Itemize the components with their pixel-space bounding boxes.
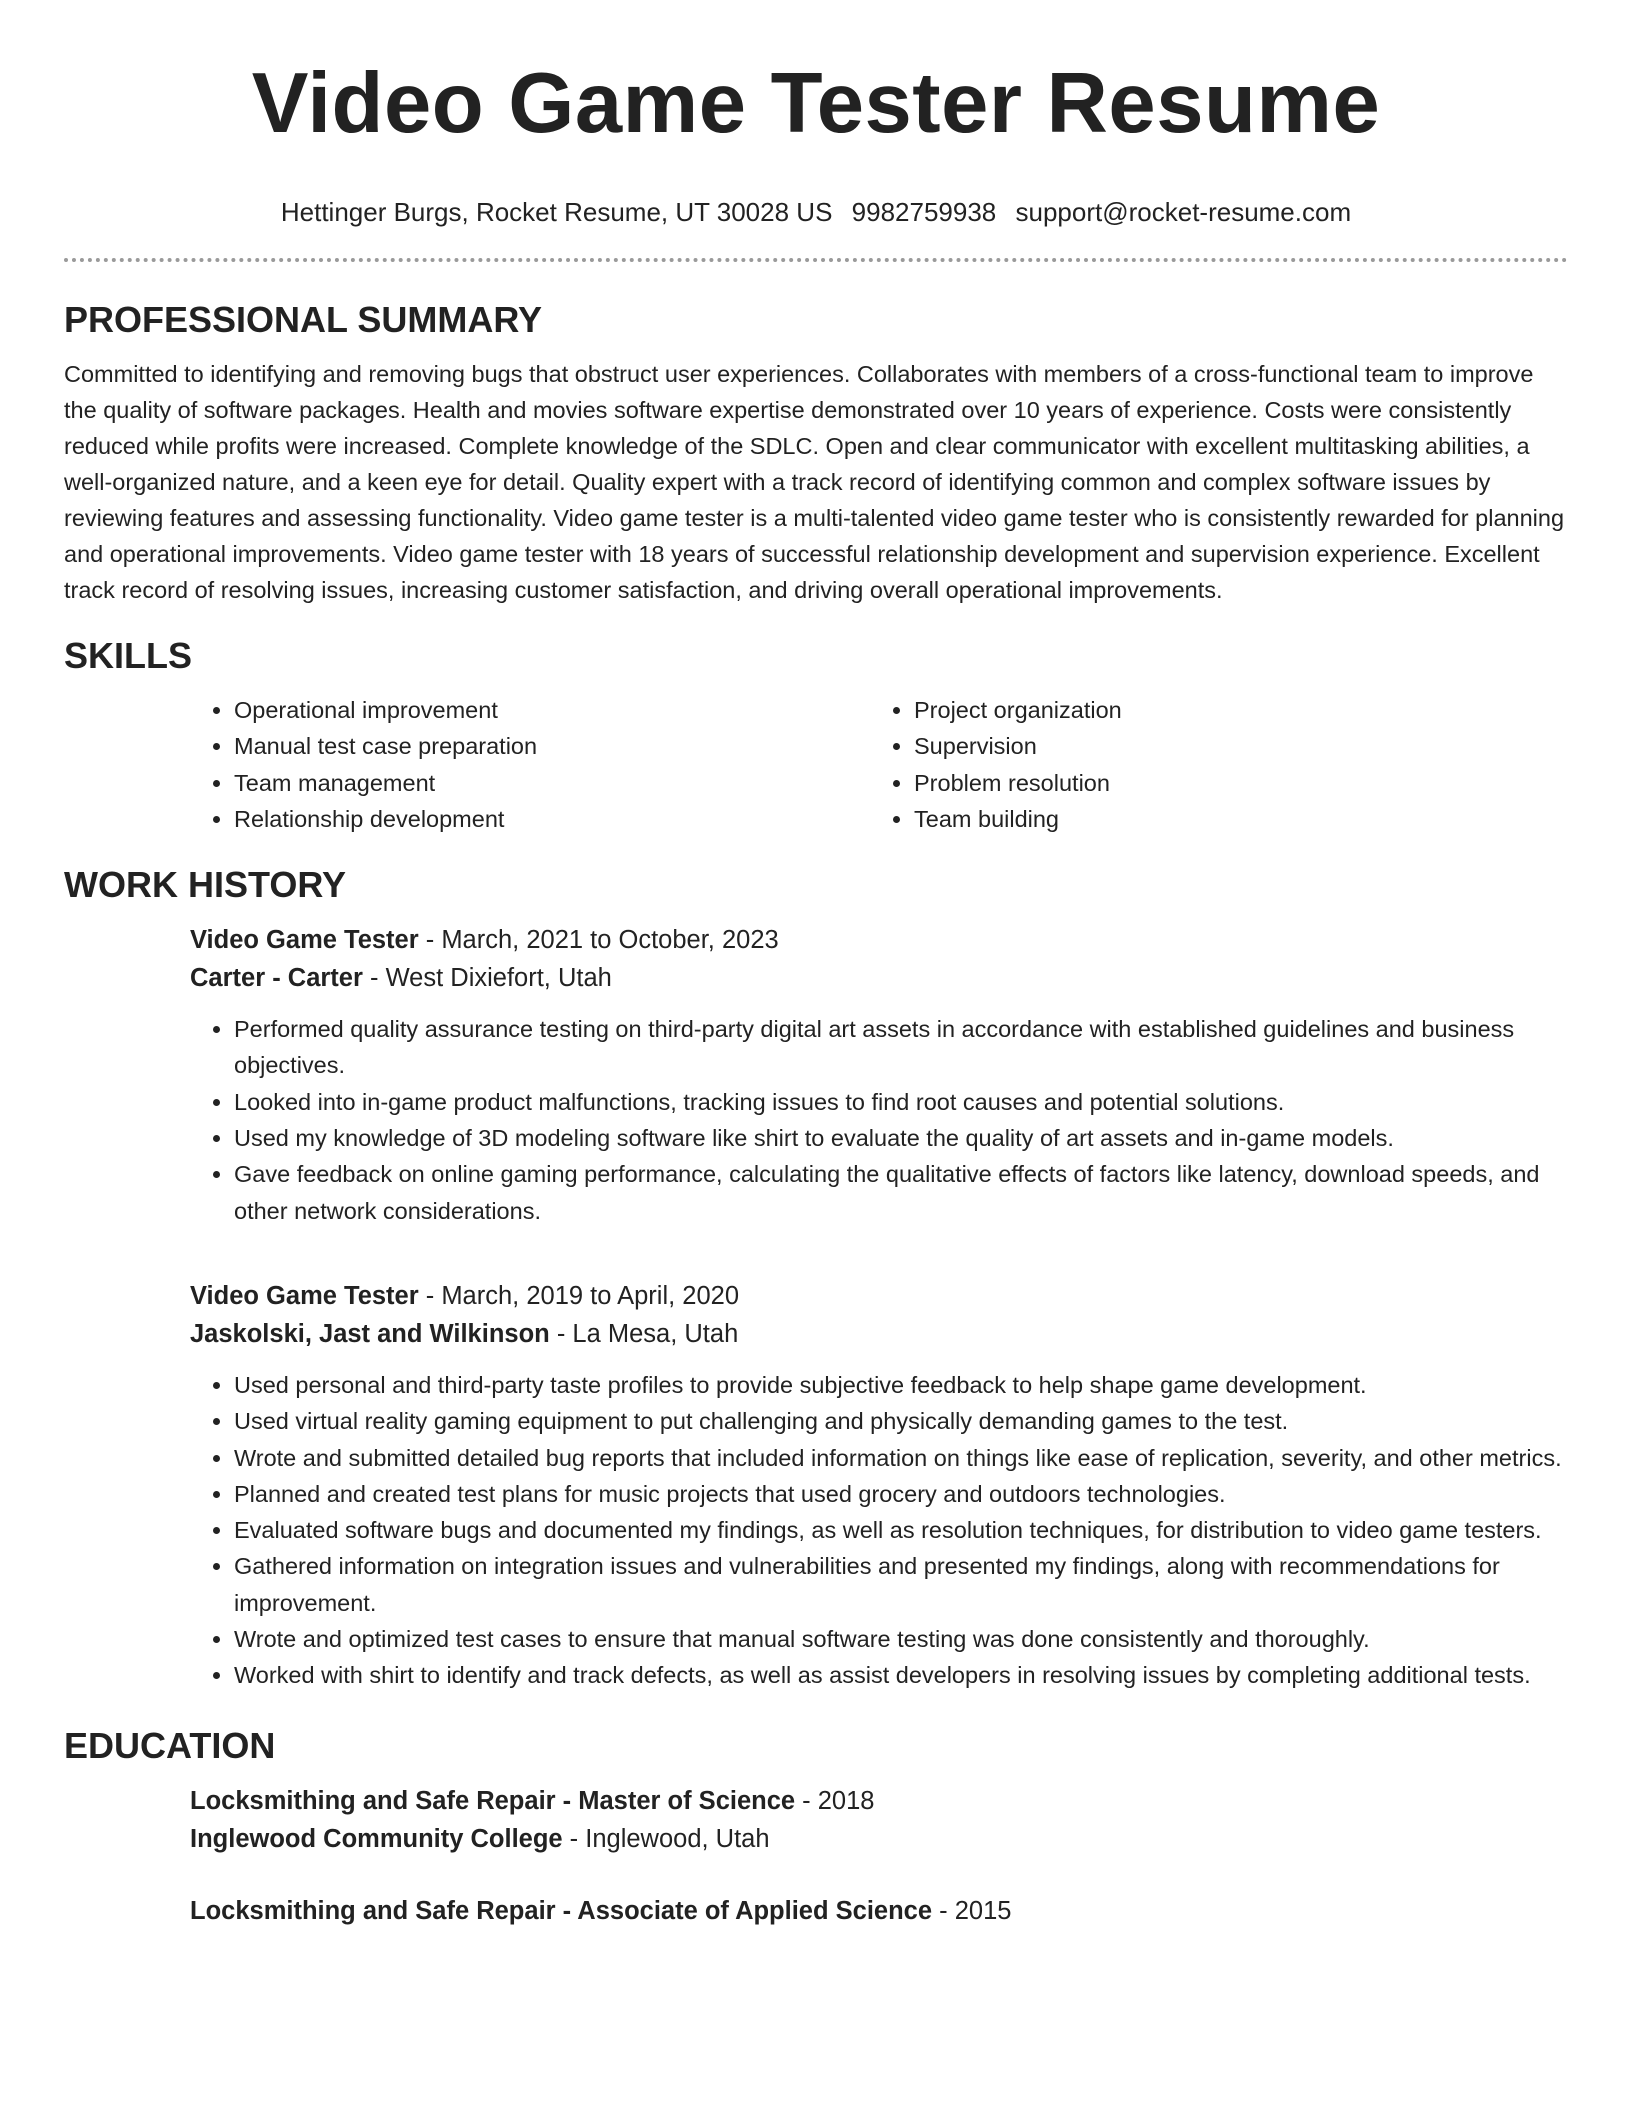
job-title: Video Game Tester <box>190 926 419 955</box>
job-company-line <box>190 1315 1568 1353</box>
job-duties <box>190 1011 1568 1229</box>
job-dates: - March, 2019 to April, 2020 <box>418 1281 739 1310</box>
summary-section <box>64 298 1568 608</box>
job-location: - La Mesa, Utah <box>549 1319 739 1348</box>
skills-section <box>64 634 1568 837</box>
job-entry <box>190 1277 1568 1694</box>
summary-text: Committed to identifying and removing bugs that obstruct user experiences. Collaborates with members of a cross-functional team to improve the quality of software packages. Health and movies software expertise demonstrated over 10 years of experience. Costs were consistently reduced while profits were increased. Complete knowledge of the SDLC. Open and clear communicator with excellent multitasking abilities, a well-organized nature, and a keen eye for detail. Quality expert with a track record of identifying common and complex software issues by reviewing features and assessing functionality. Video game tester is a multi-talented video game tester who is consistently rewarded for planning and operational improvements. Video game tester with 18 years of successful relationship development and supervision experience. Excellent track record of resolving issues, increasing customer satisfaction, and driving overall operational improvements. <box>64 361 1565 603</box>
contact-email[interactable]: support@rocket-resume.com <box>1015 197 1352 227</box>
education-degree-line <box>190 1782 1568 1820</box>
job-duty: • Evaluated software bugs and documented my findings, as well as resolution techniques, for distribution to video game testers. <box>234 1512 1568 1548</box>
skills-column-left <box>190 692 870 837</box>
job-title-line <box>190 1277 1568 1315</box>
education-entry <box>190 1782 1568 1858</box>
skill-item: • Team building <box>914 801 1550 837</box>
job-duty: • Wrote and submitted detailed bug reports that included information on things like ease of replication, severity, and other metrics. <box>234 1440 1568 1476</box>
job-duties <box>190 1367 1568 1694</box>
contact-phone: 9982759938 <box>851 197 997 227</box>
job-title: Video Game Tester <box>190 1281 419 1310</box>
skill-item: • Relationship development <box>234 801 870 837</box>
education-year: - 2015 <box>932 1896 1012 1925</box>
job-duty: • Used my knowledge of 3D modeling software like shirt to evaluate the quality of art assets and in-game models. <box>234 1120 1568 1156</box>
skill-item: • Project organization <box>914 692 1550 728</box>
education-heading: EDUCATION <box>64 1724 276 1766</box>
job-duty: • Planned and created test plans for music projects that used grocery and outdoors technologies. <box>234 1476 1568 1512</box>
job-location: - West Dixiefort, Utah <box>362 964 612 993</box>
job-duty: • Looked into in-game product malfunctions, tracking issues to find root causes and potential solutions. <box>234 1084 1568 1120</box>
job-company: Jaskolski, Jast and Wilkinson <box>190 1319 550 1348</box>
job-duty: • Gave feedback on online gaming performance, calculating the qualitative effects of factors like latency, download speeds, and other network considerations. <box>234 1156 1568 1229</box>
contact-line <box>64 196 1568 228</box>
skill-item: • Supervision <box>914 728 1550 764</box>
work-section <box>64 863 1568 1693</box>
resume-title: Video Game Tester Resume <box>251 56 1381 151</box>
job-duty: • Performed quality assurance testing on third-party digital art assets in accordance with established guidelines and business objectives. <box>234 1011 1568 1084</box>
job-duty: • Worked with shirt to identify and track defects, as well as assist developers in resolving issues by completing additional tests. <box>234 1657 1568 1693</box>
job-duty: • Gathered information on integration issues and vulnerabilities and presented my findings, along with recommendations for improvement. <box>234 1548 1568 1621</box>
job-entry <box>190 921 1568 1229</box>
education-degree: Locksmithing and Safe Repair - Master of Science <box>190 1786 796 1815</box>
education-year: - 2018 <box>795 1786 875 1815</box>
skills-heading: SKILLS <box>64 635 193 676</box>
job-company: Carter - Carter <box>190 964 363 993</box>
job-dates: - March, 2021 to October, 2023 <box>418 926 779 955</box>
education-location: - Inglewood, Utah <box>562 1824 770 1853</box>
job-duty: • Used personal and third-party taste profiles to provide subjective feedback to help shape game development. <box>234 1367 1568 1403</box>
education-section <box>64 1724 1568 1930</box>
job-title-line <box>190 921 1568 959</box>
skills-column-right <box>870 692 1550 837</box>
education-degree: Locksmithing and Safe Repair - Associate of Applied Science <box>190 1896 933 1925</box>
education-degree-line <box>190 1892 1568 1930</box>
skill-item: • Manual test case preparation <box>234 728 870 764</box>
contact-address: Hettinger Burgs, Rocket Resume, UT 30028 US <box>280 197 833 227</box>
skills-list <box>190 692 1568 837</box>
education-school: Inglewood Community College <box>190 1824 563 1853</box>
skill-item: • Team management <box>234 765 870 801</box>
resume-page <box>64 0 1568 1930</box>
summary-heading: PROFESSIONAL SUMMARY <box>64 299 543 340</box>
skill-item: • Problem resolution <box>914 765 1550 801</box>
education-entry <box>190 1892 1568 1930</box>
work-heading: WORK HISTORY <box>64 864 347 906</box>
job-duty: • Wrote and optimized test cases to ensure that manual software testing was done consistently and thoroughly. <box>234 1621 1568 1657</box>
job-duty: • Used virtual reality gaming equipment to put challenging and physically demanding games to the test. <box>234 1403 1568 1439</box>
education-school-line <box>190 1820 1568 1858</box>
job-company-line <box>190 959 1568 997</box>
skill-item: • Operational improvement <box>234 692 870 728</box>
header-divider <box>64 258 1568 262</box>
